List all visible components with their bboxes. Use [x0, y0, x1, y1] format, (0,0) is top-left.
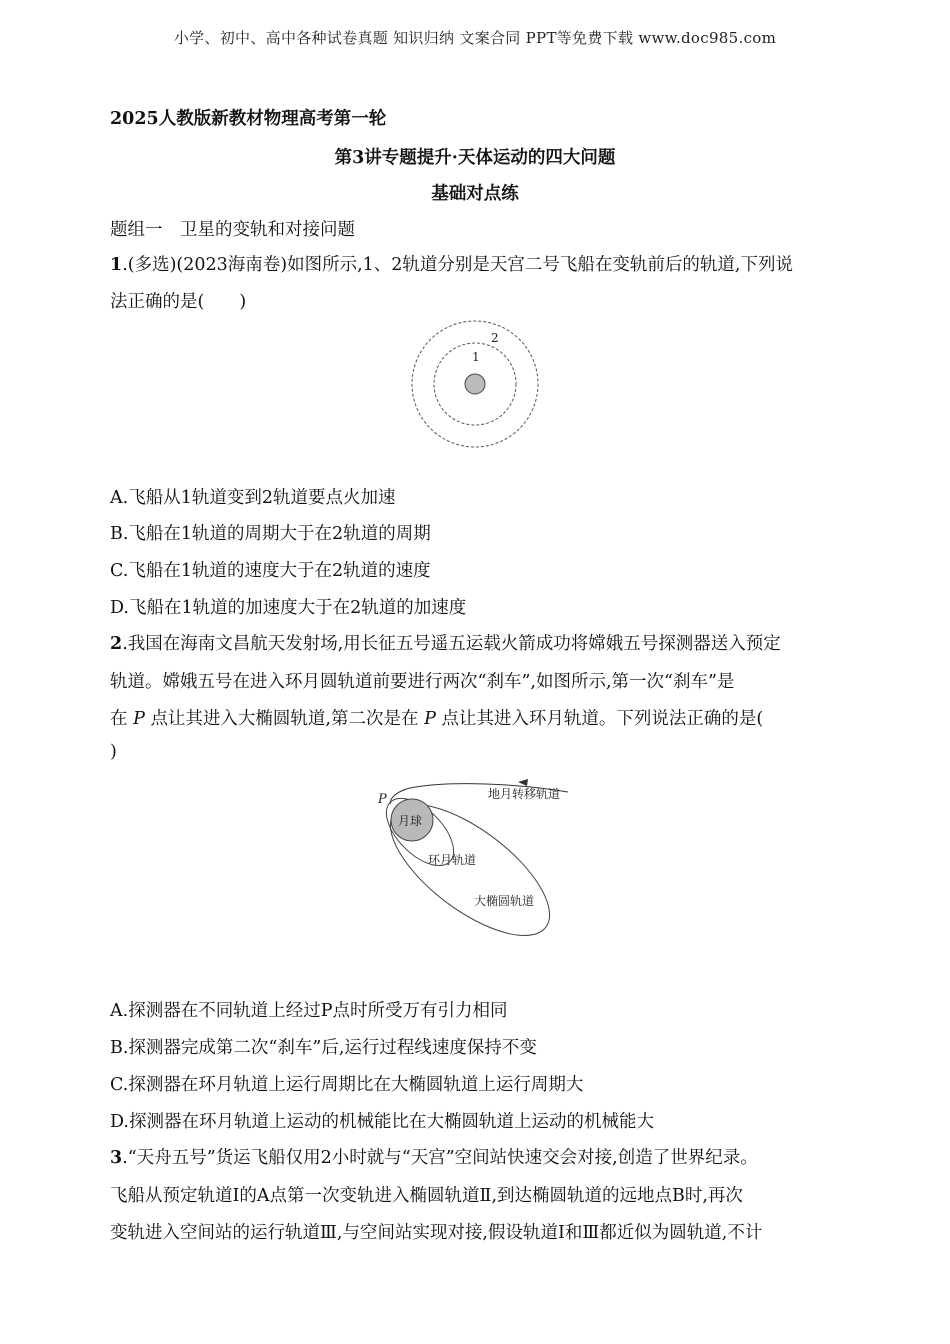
transfer-orbit-label: 地月转移轨道	[488, 787, 561, 801]
q2-text: .我国在海南文昌航天发射场,用长征五号遥五运载火箭成功将嫦娥五号探测器送入预定	[122, 634, 781, 654]
ellipse-orbit-label: 大椭圆轨道	[474, 894, 535, 908]
q1-stem-line1	[110, 251, 793, 276]
q1-stem-line2: 法正确的是( )	[110, 292, 247, 312]
lecture-title: 第3讲专题提升·天体运动的四大问题	[334, 148, 616, 168]
q2-stem-line1	[110, 630, 781, 655]
q2-number: 2	[110, 634, 123, 654]
q1-option-d: D.飞船在1轨道的加速度大于在2轨道的加速度	[110, 598, 467, 618]
q1-option-b: B.飞船在1轨道的周期大于在2轨道的周期	[110, 524, 431, 544]
q2-option-c: C.探测器在环月轨道上运行周期比在大椭圆轨道上运行周期大	[110, 1075, 584, 1095]
planet	[465, 374, 485, 394]
q1-option-a: A.飞船从1轨道变到2轨道要点火加速	[110, 488, 396, 508]
lunar-orbit-label: 环月轨道	[428, 853, 477, 867]
orbit-2-label: 2	[491, 331, 499, 345]
q3-stem-line3: 变轨进入空间站的运行轨道Ⅲ,与空间站实现对接,假设轨道Ⅰ和Ⅲ都近似为圆轨道,不计	[110, 1223, 763, 1243]
point-p-label: P	[378, 792, 387, 807]
q3-text: .“天舟五号”货运飞船仅用2小时就与“天宫”空间站快速交会对接,创造了世界纪录。	[122, 1148, 758, 1168]
page-header: 小学、初中、高中各种试卷真题 知识归纳 文案合同 PPT等免费下载 www.doc985.com	[173, 29, 777, 47]
point-p: P	[133, 709, 145, 729]
q1-orbit-figure	[410, 318, 540, 453]
document-title: 2025人教版新教材物理高考第一轮	[110, 109, 387, 129]
q1-option-c: C.飞船在1轨道的速度大于在2轨道的速度	[110, 561, 431, 581]
q1-text: .(多选)(2023海南卷)如图所示,1、2轨道分别是天宫二号飞船在变轨前后的轨道,下列说	[122, 255, 793, 275]
q2-stem-line3: 在 P 点让其进入大椭圆轨道,第二次是在 P 点让其进入环月轨道。下列说法正确的是(	[110, 709, 764, 729]
q2-option-b: B.探测器完成第二次“刹车”后,运行过程线速度保持不变	[110, 1038, 537, 1058]
q3-stem-line2: 飞船从预定轨道Ⅰ的A点第一次变轨进入椭圆轨道Ⅱ,到达椭圆轨道的远地点B时,再次	[110, 1186, 743, 1206]
q3-stem-line1	[110, 1144, 758, 1169]
point-p: P	[424, 709, 436, 729]
q2-stem-line2: 轨道。嫦娥五号在进入环月圆轨道前要进行两次“刹车”,如图所示,第一次“刹车”是	[110, 672, 735, 692]
arrow-icon	[518, 779, 528, 786]
group-title: 题组一 卫星的变轨和对接问题	[110, 220, 355, 240]
q2-option-a: A.探测器在不同轨道上经过P点时所受万有引力相同	[110, 1001, 508, 1021]
q2-orbit-figure	[370, 770, 580, 945]
q1-number: 1	[110, 255, 123, 275]
moon-label: 月球	[398, 814, 423, 828]
q2-option-d: D.探测器在环月轨道上运动的机械能比在大椭圆轨道上运动的机械能大	[110, 1112, 654, 1132]
q2-stem-line4: )	[110, 742, 117, 762]
section-title: 基础对点练	[431, 184, 519, 204]
orbit-1-label: 1	[472, 350, 480, 364]
q3-number: 3	[110, 1148, 123, 1168]
